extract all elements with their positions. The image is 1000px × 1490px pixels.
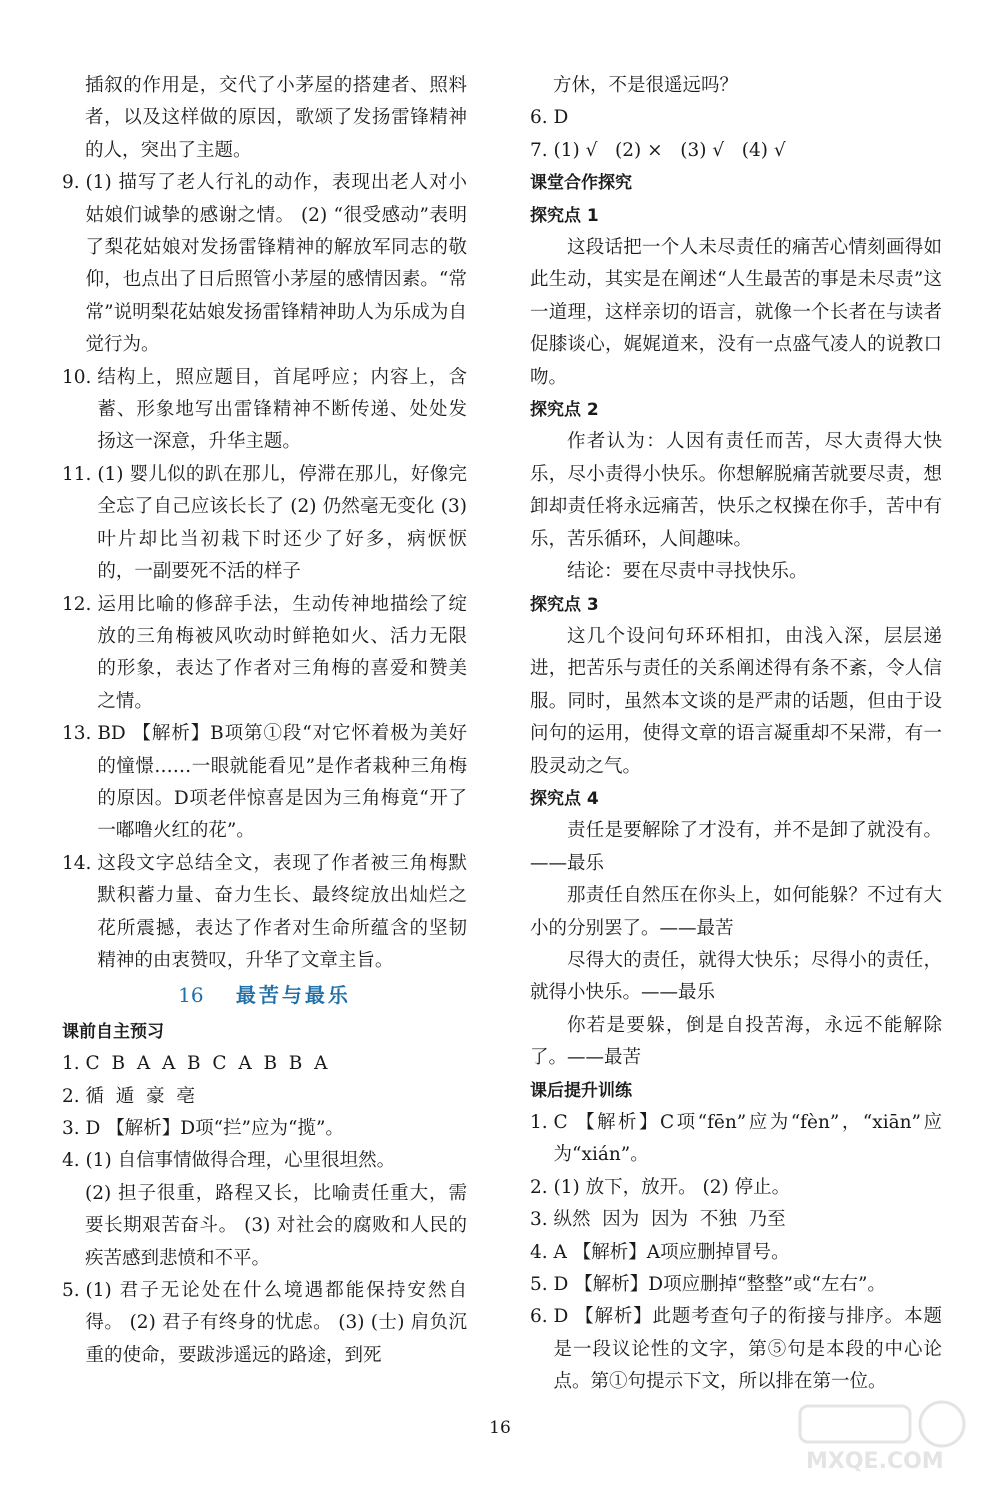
section-heading-preview: 课前自主预习 <box>62 1021 164 1042</box>
answer-number: 13. <box>62 723 98 745</box>
answer-number: 11. <box>62 463 98 485</box>
answer-number: 14. <box>62 852 98 874</box>
preview-answer-4 <box>62 1145 467 1177</box>
watermark-text: MXQE.COM <box>806 1449 944 1474</box>
answer-number: 12. <box>62 593 98 615</box>
practice-answer-6 <box>530 1301 942 1398</box>
answer-number: 9. <box>62 172 86 194</box>
answer-number: 10. <box>62 366 98 388</box>
explore-point-2-conclusion: 结论：要在尽责中寻找快乐。 <box>567 561 808 583</box>
answer-number: 4. <box>62 1150 86 1172</box>
answer-number: 1. <box>530 1112 554 1133</box>
explore-point-4-line-1: 责任是要解除了才没有，并不是卸了就没有。——最乐 <box>530 820 942 874</box>
explore-point-4: 探究点 4 <box>530 788 599 809</box>
answer-text: (1) 自信事情做得合理，心里很坦然。 <box>85 1150 396 1172</box>
answer-text: D 【解析】此题考查句子的衔接与排序。本题是一段议论性的文字，第⑤句是本段的中心论点。第①句提示下文，所以排在第一位。 <box>553 1306 942 1393</box>
answer-text: A 【解析】A项应删掉冒号。 <box>553 1241 790 1263</box>
explore-point-4-line-4: 你若是要躲，倒是自投苦海，永远不能解除了。——最苦 <box>530 1014 942 1069</box>
explore-point-1-text: 这段话把一个人未尽责任的痛苦心情刻画得如此生动，其实是在阐述“人生最苦的事是未尽责”这一道理，这样亲切的语言，就像一个长者在与读者促膝谈心，娓娓道来，没有一点盛气凌人的说教口吻。 <box>530 237 942 388</box>
answer-13 <box>62 718 467 848</box>
answer-text: D 【解析】D项应删掉“整整”或“左右”。 <box>553 1274 886 1296</box>
answer-number: 6. <box>530 1306 554 1328</box>
answer-number: 3. <box>62 1118 86 1139</box>
practice-answer-1 <box>530 1107 942 1172</box>
answer-11 <box>62 459 467 589</box>
answer-text: 这段文字总结全文，表现了作者被三角梅默默积蓄力量、奋力生长、最终绽放出灿烂之花所震撼，表达了作者对生命所蕴含的坚韧精神的由衷赞叹，升华了文章主旨。 <box>97 852 467 971</box>
watermark-logo <box>792 1394 982 1476</box>
answer-10 <box>62 362 467 459</box>
preview-answer-2 <box>62 1081 467 1113</box>
preview-answer-7: 7. (1) √ (2) × (3) √ (4) √ <box>530 139 786 161</box>
preview-answer-3 <box>62 1113 467 1145</box>
answer-number: 4. <box>530 1241 554 1263</box>
answer-number: 5. <box>530 1274 554 1296</box>
preview-answer-4-continued: (2) 担子很重，路程又长，比喻责任重大，需要长期艰苦奋斗。 (3) 对社会的腐败和人民的疾苦感到悲愤和不平。 <box>85 1182 467 1269</box>
explore-point-1: 探究点 1 <box>530 205 599 226</box>
answer-text: 循 遁 豪 亳 <box>85 1085 195 1107</box>
explore-point-3-text: 这几个设问句环环相扣，由浅入深，层层递进，把苦乐与责任的关系阐述得有条不紊，令人信服。同时，虽然本文谈的是严肃的话题，但由于设问句的运用，使得文章的语言凝重却不呆滞，有一股灵动之气。 <box>530 625 942 777</box>
lesson-title <box>62 979 467 1011</box>
explore-point-3: 探究点 3 <box>530 594 599 615</box>
answer-text: 运用比喻的修辞手法，生动传神地描绘了绽放的三角梅被风吹动时鲜艳如火、活力无限的形象，表达了作者对三角梅的喜爱和赞美之情。 <box>97 593 467 712</box>
answer-text: (1) 君子无论处在什么境遇都能保持安然自得。 (2) 君子有终身的忧虑。 (3) (士) 肩负沉重的使命，要跋涉遥远的路途，到死 <box>85 1280 467 1366</box>
answer-text: 纵然 因为 因为 不独 乃至 <box>553 1209 786 1231</box>
practice-answer-5 <box>530 1269 942 1301</box>
explore-point-4-line-2: 那责任自然压在你头上，如何能躲？不过有大小的分别罢了。——最苦 <box>530 885 942 939</box>
section-heading-cooperation: 课堂合作探究 <box>530 173 632 194</box>
answer-text: D 【解析】D项“拦”应为“揽”。 <box>85 1118 344 1139</box>
answer-text: (1) 婴儿似的趴在那儿，停滞在那儿，好像完全忘了自己应该长长了 (2) 仍然毫无变化 (3) 叶片却比当初栽下时还少了好多，病恹恹的，一副要死不活的样子 <box>97 463 467 583</box>
section-heading-after-class: 课后提升训练 <box>530 1080 632 1101</box>
answer-number: 1. <box>62 1053 86 1075</box>
answer-text: C 【解析】C项“fēn”应为“fèn”，“xiān”应为“xián”。 <box>553 1112 942 1166</box>
intro-paragraph: 插叙的作用是，交代了小茅屋的搭建者、照料者，以及这样做的原因，歌颂了发扬雷锋精神的人，突出了主题。 <box>85 75 467 161</box>
answer-9 <box>62 167 467 361</box>
preview-answer-5-continued: 方休，不是很遥远吗？ <box>553 75 739 96</box>
answer-text: (1) 描写了老人行礼的动作，表现出老人对小姑娘们诚挚的感谢之情。 (2) “很受感动”表明了梨花姑娘对发扬雷锋精神的解放军同志的敬仰，也点出了日后照管小茅屋的感情因素。“常常”说明梨花姑娘发扬雷锋精神助人为乐成为自觉行为。 <box>85 172 467 356</box>
answer-text: 结构上，照应题目，首尾呼应；内容上，含蓄、形象地写出雷锋精神不断传递、处处发扬这一深意，升华主题。 <box>97 366 467 453</box>
explore-point-2-text: 作者认为：人因有责任而苦，尽大责得大快乐，尽小责得小快乐。你想解脱痛苦就要尽责，想卸却责任将永远痛苦，快乐之权操在你手，苦中有乐，苦乐循环，人间趣味。 <box>530 431 942 550</box>
left-column <box>62 70 467 1372</box>
preview-answer-1 <box>62 1048 467 1080</box>
preview-answer-5 <box>62 1275 467 1372</box>
answer-14 <box>62 848 467 978</box>
answer-12 <box>62 589 467 719</box>
practice-answer-2 <box>530 1172 942 1204</box>
answer-number: 2. <box>530 1176 554 1198</box>
answer-number: 3. <box>530 1209 554 1231</box>
explore-point-2: 探究点 2 <box>530 400 599 421</box>
practice-answer-4 <box>530 1237 942 1269</box>
practice-answer-3 <box>530 1204 942 1236</box>
answer-number: 2. <box>62 1085 86 1107</box>
answer-text: C B A A B C A B B A <box>85 1053 328 1075</box>
answer-number: 5. <box>62 1280 86 1302</box>
explore-point-4-line-3: 尽得大的责任，就得大快乐；尽得小的责任，就得小快乐。——最乐 <box>530 949 942 1004</box>
answer-text: BD 【解析】B项第①段“对它怀着极为美好的憧憬……一眼就能看见”是作者栽种三角梅的原因。D项老伴惊喜是因为三角梅竟“开了一嘟噜火红的花”。 <box>97 723 467 842</box>
answer-text: (1) 放下，放开。 (2) 停止。 <box>553 1176 791 1198</box>
lesson-number: 16 <box>178 983 204 1008</box>
preview-answer-6: 6. D <box>530 107 569 129</box>
lesson-name: 最苦与最乐 <box>235 983 351 1008</box>
page-number: 16 <box>489 1418 511 1438</box>
right-column <box>530 70 942 1399</box>
